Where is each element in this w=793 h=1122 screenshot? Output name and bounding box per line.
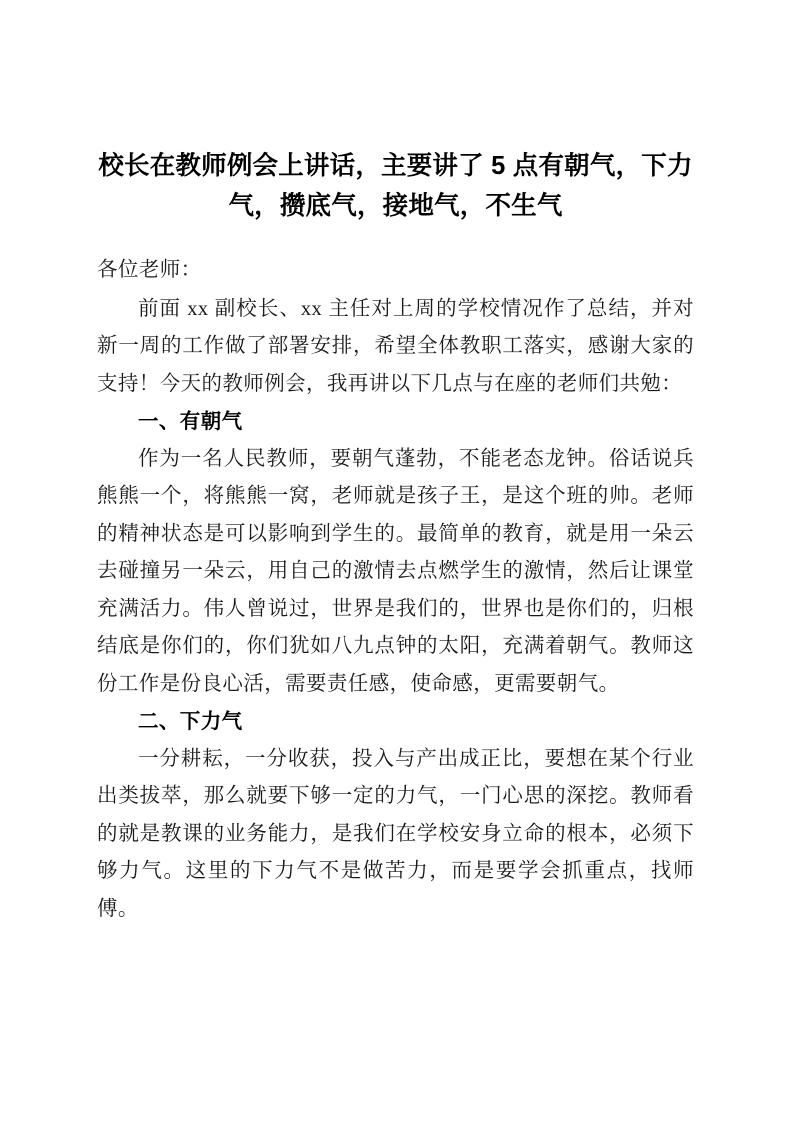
intro-paragraph: 前面 xx 副校长、xx 主任对上周的学校情况作了总结，并对新一周的工作做了部署安排，希望全体教职工落实，感谢大家的支持！今天的教师例会，我再讲以下几点与在座的老师们共勉： [97, 297, 694, 395]
section-heading-1: 一、有朝气 [138, 410, 243, 433]
page-title: 校长在教师例会上讲话，主要讲了 5 点有朝气，下力气，攒底气，接地气，不生气 [98, 152, 693, 220]
section-body-1: 作为一名人民教师，要朝气蓬勃，不能老态龙钟。俗话说兵熊熊一个，将熊熊一窝，老师就是孩子王，是这个班的帅。老师的精神状态是可以影响到学生的。最简单的教育，就是用一朵云去碰撞另一朵云，用自己的激情去点燃学生的激情，然后让课堂充满活力。伟人曾说过，世界是我们的，世界也是你们的，归根结底是你们的，你们犹如八九点钟的太阳，充满着朝气。教师这份工作是份良心活，需要责任感，使命感，更需要朝气。 [97, 447, 694, 695]
salutation: 各位老师： [97, 259, 202, 281]
document-content [97, 146, 694, 928]
section-heading-2: 二、下力气 [138, 710, 243, 733]
section-body-2: 一分耕耘，一分收获，投入与产出成正比，要想在某个行业出类拔萃，那么就要下够一定的力气，一门心思的深挖。教师看的就是教课的业务能力，是我们在学校安身立命的根本，必须下够力气。这里的下力气不是做苦力，而是要学会抓重点，找师傅。 [97, 747, 694, 920]
